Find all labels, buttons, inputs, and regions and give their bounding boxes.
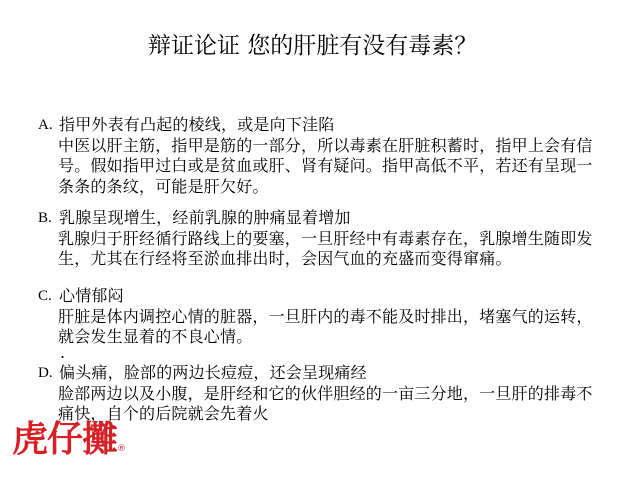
section-label: D. [38, 365, 53, 381]
section-d [0, 363, 640, 425]
section-label: A. [38, 117, 53, 133]
section-heading: 乳腺呈现增生，经前乳腺的肿痛显着增加 [59, 208, 351, 227]
section-body-line: 就会发生显着的不良心情。 [58, 327, 253, 346]
section-heading-row [0, 208, 640, 229]
section-label: B. [38, 210, 52, 226]
section-body-line: 脸部两边以及小腹，是肝经和它的伙伴胆经的一亩三分地，一旦肝的排毒不 [58, 383, 593, 403]
page-title: 辩证论证 您的肝脏有没有毒素？ [148, 33, 478, 59]
section-heading: 心情郁闷 [59, 286, 124, 305]
section-body-line: 痛快，自个的后院就会先着火 [58, 404, 269, 423]
section-heading-row [0, 115, 640, 136]
section-b [0, 208, 640, 270]
section-body-line: 肝脏是体内调控心情的脏器，一旦肝内的毒不能及时排出，堵塞气的运转， [58, 306, 593, 326]
section-label: C. [38, 288, 52, 304]
section-heading: 偏头痛，脸部的两边长痘痘，还会呈现痛经 [59, 363, 367, 382]
stray-dot: . [60, 343, 66, 362]
registered-mark: ® [117, 444, 127, 454]
section-body-line: 中医以肝主筋，指甲是筋的一部分，所以毒素在肝脏积蓄时，指甲上会有信 [58, 135, 593, 155]
section-body-line: 生，尤其在行经将至淤血排出时，会因气血的充盛而变得窜痛。 [58, 249, 512, 268]
section-c [0, 286, 640, 348]
section-a [0, 115, 640, 197]
section-heading: 指甲外表有凸起的棱线，或是向下洼陷 [59, 115, 335, 134]
section-heading-row [0, 363, 640, 384]
section-body-line: 号。假如指甲过白或是贫血或肝、肾有疑问。指甲高低不平，若还有呈现一 [58, 156, 593, 175]
logo-text: 虎仔攤 [12, 419, 118, 460]
section-heading-row [0, 286, 640, 307]
section-body-line: 乳腺归于肝经循行路线上的要塞，一旦肝经中有毒素存在，乳腺增生随即发 [58, 228, 593, 248]
brand-logo [12, 418, 126, 462]
section-body-line: 条条的条纹，可能是肝欠好。 [58, 176, 269, 196]
